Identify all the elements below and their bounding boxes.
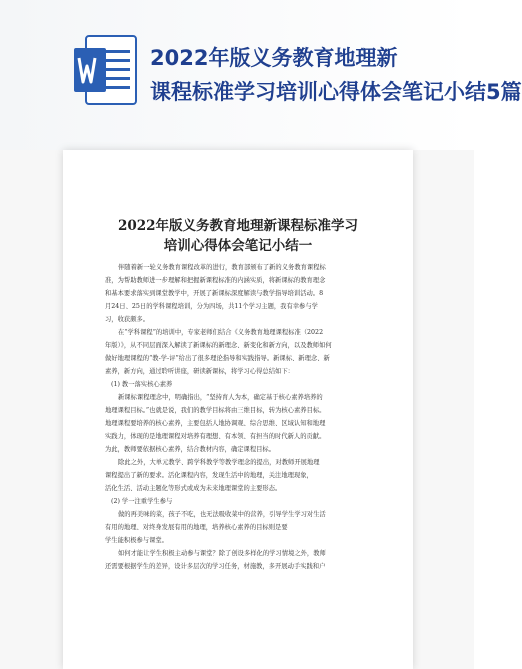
- paragraph-line: 月24日、25日的学科课程培训，分为四场，共11个学习主题，我有幸参与学: [105, 303, 318, 310]
- paragraph-line: 做好地理课程的“教-学-评”给出了很多理论指导和实践指导。新课标、新理念、新: [105, 355, 330, 362]
- paragraph-line: 新课标课程理念中，明确指出，“坚持育人为本，确定基于核心素养培养的: [118, 394, 323, 401]
- paragraph-line: 实践力，体现的是地理课程对培养有理想、有本领、有担当的时代新人的贡献。: [105, 433, 326, 440]
- header-banner: [0, 0, 522, 150]
- paragraph-line: 学生能积极参与课堂。: [105, 537, 168, 544]
- section-heading-2: (2) 学一注重学生参与: [111, 498, 173, 505]
- paragraph-line: 为此，教师要依据核心素养，结合教材内容，确定课程目标。: [105, 446, 276, 453]
- paragraph-line: 和基本要求落实到课堂教学中，开展了新课标深度解读与教学指导培训活动。8: [105, 290, 324, 297]
- header-title-line-2: 课程标准学习培训心得体会笔记小结5篇: [150, 80, 522, 104]
- paragraph-line: 有用的地理、对终身发展有用的地理，培养核心素养的目标则是要: [105, 524, 288, 531]
- paragraph-line: 地理课程目标。”也就是说，我们的教学目标将由三维目标，转为核心素养目标。: [105, 407, 326, 414]
- paragraph-line: 习，收获颇多。: [105, 316, 150, 323]
- paragraph-line: 伴随着新一轮义务教育课程改革的进行，教育部颁布了新的义务教育课程标: [118, 264, 326, 271]
- paragraph-line: 年版）》，从不同层面深入解读了新课标的新理念、新变化和新方向，以及教师如何: [105, 342, 332, 349]
- paragraph-line: 地理课程要培养的核心素养，主要包括人地协调观、综合思维、区域认知和地理: [105, 420, 326, 427]
- paragraph-line: 在“学科课程”的培训中，专家老师们结合《义务教育地理课程标准（2022: [118, 329, 324, 336]
- paragraph-line: 素养，新方向，通过聆听讲座，研读新课标，将学习心得总结如下：: [105, 368, 294, 375]
- section-heading-1: (1) 教一落实核心素养: [111, 381, 173, 388]
- paragraph-line: 活化生活、活动主题化等形式或成为未来地理课堂的主要形态。: [105, 485, 282, 492]
- page-fade-overlay: [63, 600, 413, 669]
- header-title-line-1: 2022年版义务教育地理新: [150, 46, 398, 70]
- paragraph-line: 还需要根据学生的差异，设计多层次的学习任务，材施教，多开展动手实践和户: [105, 563, 326, 570]
- paragraph-line: 课程提出了新的要求。活化课程内容，发现生活中的地理，关注地理现象，: [105, 472, 313, 479]
- paragraph-line: 准，为帮助教师进一步理解和把握新课程标准的内涵实质，将新课标的教育理念: [105, 277, 326, 284]
- word-document-icon: [72, 34, 138, 106]
- paragraph-line: 如何才能让学生积极主动参与课堂？除了创设多样化的学习情境之外，教师: [118, 550, 326, 557]
- document-page: [63, 150, 413, 669]
- document-title-line-2: 培训心得体会笔记小结一: [163, 238, 313, 254]
- paragraph-line: 除此之外，大单元教学、跨学科教学等教学理念的提出，对教师开展地理: [118, 459, 320, 466]
- paragraph-line: 做的再美味的菜，孩子不吃，也无法吸收菜中的营养，引导学生学习对生活: [118, 511, 326, 518]
- document-title-line-1: 2022年版义务教育地理新课程标准学习: [117, 218, 359, 234]
